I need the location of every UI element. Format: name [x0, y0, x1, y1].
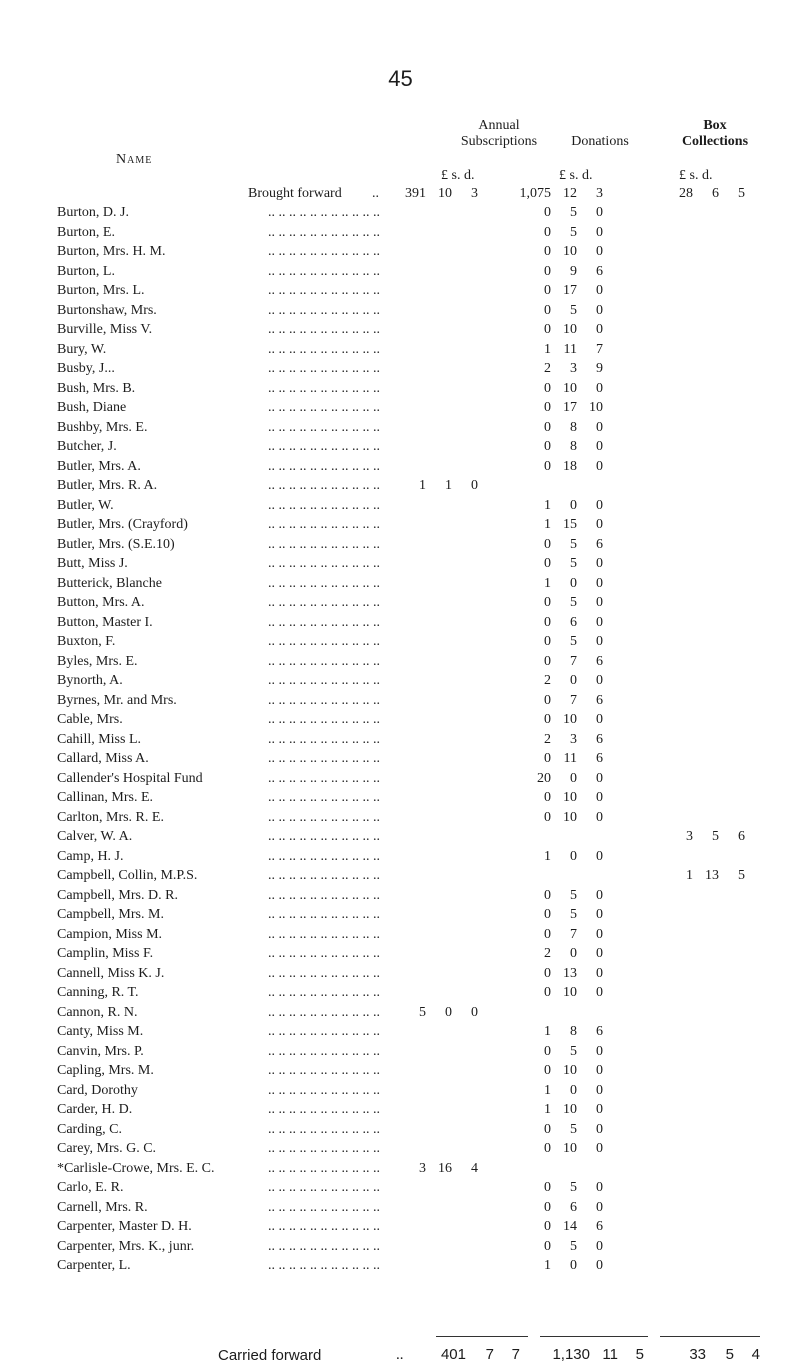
entry-name: Carpenter, Master D. H.: [57, 1219, 192, 1234]
entry-name: Burville, Miss V.: [57, 322, 153, 337]
leader-dots: .. .. .. .. .. .. .. .. .. .. ..: [268, 1219, 380, 1234]
entry-donation: 1 0 0: [544, 576, 603, 591]
entry-donation: 0 10 0: [544, 381, 603, 396]
leader-dots: .. .. .. .. .. .. .. .. .. .. ..: [268, 439, 380, 454]
table-row: [0, 847, 801, 867]
leader-dots: .. .. .. .. .. .. .. .. .. .. ..: [268, 1063, 380, 1078]
entry-name: *Carlisle-Crowe, Mrs. E. C.: [57, 1161, 215, 1176]
entry-name: Carpenter, L.: [57, 1258, 131, 1273]
table-row: [0, 554, 801, 574]
brought-forward-box: 28 6 5: [679, 186, 745, 201]
table-row: [0, 671, 801, 691]
entry-donation: 0 8 0: [544, 439, 603, 454]
leader-dots: .. .. .. .. .. .. .. .. .. .. ..: [268, 1161, 380, 1176]
entry-name: Camp, H. J.: [57, 849, 124, 864]
brought-forward-row: [0, 184, 801, 204]
entry-name: Cannon, R. N.: [57, 1005, 138, 1020]
leader-dots: .. .. .. .. .. .. .. .. .. .. ..: [268, 595, 380, 610]
entry-donation: 0 9 6: [544, 264, 603, 279]
leader-dots: .. .. .. .. .. .. .. .. .. .. ..: [268, 1200, 380, 1215]
entry-donation: 0 11 6: [544, 751, 603, 766]
entry-donation: 0 7 6: [544, 654, 603, 669]
entry-donation: 1 0 0: [544, 498, 603, 513]
leader-dots: .. .. .. .. .. .. .. .. .. .. ..: [268, 849, 380, 864]
leader-dots: .. .. .. .. .. .. .. .. .. .. ..: [268, 946, 380, 961]
total-rule-box: [660, 1336, 760, 1337]
leader-dots: .. .. .. .. .. .. .. .. .. .. ..: [268, 673, 380, 688]
entry-name: Campion, Miss M.: [57, 927, 163, 942]
entry-donation: 0 5 0: [544, 634, 603, 649]
entry-name: Butt, Miss J.: [57, 556, 128, 571]
entry-name: Calver, W. A.: [57, 829, 133, 844]
entry-donation: 20 0 0: [537, 771, 603, 786]
table-row: [0, 223, 801, 243]
table-row: [0, 1100, 801, 1120]
leader-dots: .. .. .. .. .. .. .. .. .. .. ..: [268, 1180, 380, 1195]
entry-donation: 2 3 6: [544, 732, 603, 747]
entry-donation: 1 0 0: [544, 1258, 603, 1273]
table-row: [0, 613, 801, 633]
table-row: [0, 593, 801, 613]
table-row: [0, 730, 801, 750]
entry-donation: 0 18 0: [544, 459, 603, 474]
entry-donation: 1 11 7: [544, 342, 603, 357]
entry-name: Campbell, Collin, M.P.S.: [57, 868, 198, 883]
entry-name: Cannell, Miss K. J.: [57, 966, 165, 981]
leader-dots: .. .. .. .. .. .. .. .. .. .. ..: [268, 751, 380, 766]
leader-dots: .. .. .. .. .. .. .. .. .. .. ..: [268, 654, 380, 669]
leader-dots: .. .. .. .. .. .. .. .. .. .. ..: [268, 693, 380, 708]
entry-name: Busby, J...: [57, 361, 115, 376]
leader-dots: .. .. .. .. .. .. .. .. .. .. ..: [268, 907, 380, 922]
table-row: [0, 535, 801, 555]
table-row: [0, 1217, 801, 1237]
donations-header: Donations: [571, 134, 629, 149]
entry-name: Capling, Mrs. M.: [57, 1063, 154, 1078]
table-row: [0, 359, 801, 379]
entry-name: Burton, Mrs. H. M.: [57, 244, 166, 259]
table-row: [0, 1120, 801, 1140]
entry-name: Campbell, Mrs. M.: [57, 907, 164, 922]
entry-donation: 0 5 0: [544, 556, 603, 571]
box-header-line2: Collections: [681, 134, 749, 149]
table-row: [0, 1198, 801, 1218]
table-row: [0, 1061, 801, 1081]
entry-name: Carpenter, Mrs. K., junr.: [57, 1239, 195, 1254]
table-row: [0, 1003, 801, 1023]
table-row: [0, 1159, 801, 1179]
entry-name: Burton, Mrs. L.: [57, 283, 145, 298]
leader-dots: .. .. .. .. .. .. .. .. .. .. ..: [268, 361, 380, 376]
carried-forward-annual: 401 7 7: [440, 1346, 520, 1363]
table-row: [0, 691, 801, 711]
brought-forward-donations: 1,075 12 3: [519, 186, 603, 201]
table-row: [0, 964, 801, 984]
table-row: [0, 905, 801, 925]
leader-dots: .. .. .. .. .. .. .. .. .. .. ..: [268, 771, 380, 786]
table-row: [0, 925, 801, 945]
entry-name: Butler, Mrs. (S.E.10): [57, 537, 175, 552]
entry-donation: 1 10 0: [544, 1102, 603, 1117]
leader-dots: .. .. .. .. .. .. .. .. .. .. ..: [268, 985, 380, 1000]
table-row: [0, 788, 801, 808]
annual-units: £ s. d.: [441, 168, 475, 183]
entry-donation: 0 10 0: [544, 1063, 603, 1078]
leader-dots: .. .. .. .. .. .. .. .. .. .. ..: [268, 244, 380, 259]
entry-name: Callard, Miss A.: [57, 751, 149, 766]
entry-donation: 0 5 0: [544, 1239, 603, 1254]
leader-dots: .. .. .. .. .. .. .. .. .. .. ..: [268, 556, 380, 571]
leader-dots: .. .. .. .. .. .. .. .. .. .. ..: [268, 400, 380, 415]
entry-donation: 0 13 0: [544, 966, 603, 981]
entry-donation: 0 5 0: [544, 303, 603, 318]
table-row: [0, 769, 801, 789]
entry-name: Carnell, Mrs. R.: [57, 1200, 148, 1215]
box-collections-header: [650, 118, 780, 150]
entry-name: Canvin, Mrs. P.: [57, 1044, 144, 1059]
entry-name: Cable, Mrs.: [57, 712, 123, 727]
table-row: [0, 1081, 801, 1101]
entry-donation: 0 10 0: [544, 985, 603, 1000]
entry-donation: 0 10 0: [544, 712, 603, 727]
table-row: [0, 301, 801, 321]
entry-donation: 0 5 0: [544, 225, 603, 240]
entry-annual: 5 0 0: [419, 1005, 478, 1020]
entry-name: Burtonshaw, Mrs.: [57, 303, 157, 318]
table-row: [0, 710, 801, 730]
entry-name: Burton, L.: [57, 264, 115, 279]
table-row: [0, 749, 801, 769]
leader-dots: .. .. .. .. .. .. .. .. .. .. ..: [268, 868, 380, 883]
entry-name: Carlton, Mrs. R. E.: [57, 810, 164, 825]
leader-dots: .. .. .. .. .. .. .. .. .. .. ..: [268, 264, 380, 279]
leader-dots: .. .. .. .. .. .. .. .. .. .. ..: [268, 634, 380, 649]
leader-dots: .. .. .. .. .. .. .. .. .. .. ..: [268, 927, 380, 942]
donations-units: £ s. d.: [559, 168, 593, 183]
entry-name: Byles, Mrs. E.: [57, 654, 138, 669]
entry-name: Bynorth, A.: [57, 673, 123, 688]
leader-dots: .. .. .. .. .. .. .. .. .. .. ..: [268, 537, 380, 552]
entry-donation: 0 10 0: [544, 1141, 603, 1156]
entry-name: Bush, Mrs. B.: [57, 381, 136, 396]
entry-donation: 0 17 0: [544, 283, 603, 298]
entry-name: Butler, W.: [57, 498, 114, 513]
table-row: [0, 886, 801, 906]
entry-name: Burton, E.: [57, 225, 115, 240]
entry-name: Card, Dorothy: [57, 1083, 138, 1098]
entry-name: Butler, Mrs. (Crayford): [57, 517, 188, 532]
leader-dots: .. .. .. .. .. .. .. .. .. .. ..: [268, 283, 380, 298]
table-row: [0, 983, 801, 1003]
entry-name: Carey, Mrs. G. C.: [57, 1141, 157, 1156]
table-row: [0, 1256, 801, 1276]
entry-box: 1 13 5: [686, 868, 745, 883]
name-column-header: Name: [116, 152, 153, 167]
entry-donation: 0 5 0: [544, 1122, 603, 1137]
leader-dots: .. .. .. .. .. .. .. .. .. .. ..: [268, 1258, 380, 1273]
leader-dots: .. .. .. .. .. .. .. .. .. .. ..: [268, 576, 380, 591]
leader-dots: .. .. .. .. .. .. .. .. .. .. ..: [268, 1141, 380, 1156]
table-row: [0, 515, 801, 535]
entry-donation: 0 5 0: [544, 1180, 603, 1195]
entry-donation: 0 5 6: [544, 537, 603, 552]
table-row: [0, 866, 801, 886]
entry-donation: 2 0 0: [544, 673, 603, 688]
entry-donation: 1 8 6: [544, 1024, 603, 1039]
table-row: [0, 632, 801, 652]
annual-header-line2: Subscriptions: [460, 134, 538, 149]
entry-donation: 0 5 0: [544, 1044, 603, 1059]
entry-box: 3 5 6: [686, 829, 745, 844]
table-row: [0, 1237, 801, 1257]
entry-donation: 2 0 0: [544, 946, 603, 961]
entry-name: Camplin, Miss F.: [57, 946, 154, 961]
entry-donation: 0 10 0: [544, 790, 603, 805]
leader-dots: .. .. .. .. .. .. .. .. .. .. ..: [268, 1044, 380, 1059]
entry-name: Carder, H. D.: [57, 1102, 133, 1117]
box-units: £ s. d.: [679, 168, 713, 183]
entry-donation: 0 6 0: [544, 615, 603, 630]
leader-dots: .. .. .. .. .. .. .. .. .. .. ..: [268, 420, 380, 435]
entry-donation: 0 10 0: [544, 322, 603, 337]
entry-name: Bushby, Mrs. E.: [57, 420, 148, 435]
leader-dots: ..: [372, 186, 379, 201]
entry-name: Butcher, J.: [57, 439, 117, 454]
table-row: [0, 652, 801, 672]
entry-donation: 0 14 6: [544, 1219, 603, 1234]
leader-dots: .. .. .. .. .. .. .. .. .. .. ..: [268, 459, 380, 474]
table-row: [0, 808, 801, 828]
leader-dots: .. .. .. .. .. .. .. .. .. .. ..: [268, 303, 380, 318]
leader-dots: .. .. .. .. .. .. .. .. .. .. ..: [268, 225, 380, 240]
brought-forward-label: Brought forward: [248, 186, 342, 201]
leader-dots: .. .. .. .. .. .. .. .. .. .. ..: [268, 790, 380, 805]
entry-name: Burton, D. J.: [57, 205, 129, 220]
leader-dots: .. .. .. .. .. .. .. .. .. .. ..: [268, 1083, 380, 1098]
entry-donation: 2 3 9: [544, 361, 603, 376]
leader-dots: .. .. .. .. .. .. .. .. .. .. ..: [268, 1024, 380, 1039]
annual-header-line1: Annual: [478, 118, 520, 133]
table-row: [0, 827, 801, 847]
entry-donation: 0 7 6: [544, 693, 603, 708]
table-row: [0, 944, 801, 964]
carried-forward-box: 33 5 4: [689, 1346, 760, 1363]
leader-dots: .. .. .. .. .. .. .. .. .. .. ..: [268, 615, 380, 630]
entry-name: Canty, Miss M.: [57, 1024, 144, 1039]
leader-dots: .. .. .. .. .. .. .. .. .. .. ..: [268, 732, 380, 747]
entry-name: Bury, W.: [57, 342, 107, 357]
leader-dots: ..: [396, 1347, 404, 1363]
leader-dots: .. .. .. .. .. .. .. .. .. .. ..: [268, 498, 380, 513]
leader-dots: .. .. .. .. .. .. .. .. .. .. ..: [268, 517, 380, 532]
entry-donation: 1 15 0: [544, 517, 603, 532]
table-row: [0, 242, 801, 262]
carried-forward-donations: 1,130 11 5: [552, 1346, 644, 1363]
leader-dots: .. .. .. .. .. .. .. .. .. .. ..: [268, 205, 380, 220]
brought-forward-annual: 391 10 3: [405, 186, 478, 201]
table-row: [0, 398, 801, 418]
carried-forward-label: Carried forward: [218, 1347, 322, 1364]
entry-name: Canning, R. T.: [57, 985, 139, 1000]
table-row: [0, 281, 801, 301]
leader-dots: .. .. .. .. .. .. .. .. .. .. ..: [268, 381, 380, 396]
leader-dots: .. .. .. .. .. .. .. .. .. .. ..: [268, 478, 380, 493]
entry-donation: 0 17 10: [544, 400, 603, 415]
leader-dots: .. .. .. .. .. .. .. .. .. .. ..: [268, 810, 380, 825]
entry-name: Butler, Mrs. R. A.: [57, 478, 158, 493]
entry-donation: 0 8 0: [544, 420, 603, 435]
entry-name: Bush, Diane: [57, 400, 127, 415]
table-row: [0, 457, 801, 477]
page-number: 45: [388, 66, 413, 91]
table-row: [0, 476, 801, 496]
leader-dots: .. .. .. .. .. .. .. .. .. .. ..: [268, 966, 380, 981]
table-row: [0, 437, 801, 457]
entry-name: Carlo, E. R.: [57, 1180, 124, 1195]
leader-dots: .. .. .. .. .. .. .. .. .. .. ..: [268, 322, 380, 337]
entry-annual: 1 1 0: [419, 478, 478, 493]
entry-donation: 1 0 0: [544, 849, 603, 864]
table-row: [0, 418, 801, 438]
entry-name: Button, Master I.: [57, 615, 153, 630]
entry-donation: 0 5 0: [544, 907, 603, 922]
entry-donation: 0 6 0: [544, 1200, 603, 1215]
entry-name: Carding, C.: [57, 1122, 122, 1137]
leader-dots: .. .. .. .. .. .. .. .. .. .. ..: [268, 829, 380, 844]
entry-name: Button, Mrs. A.: [57, 595, 145, 610]
entry-name: Byrnes, Mr. and Mrs.: [57, 693, 177, 708]
entry-name: Butterick, Blanche: [57, 576, 162, 591]
total-rule-annual: [436, 1336, 528, 1337]
table-row: [0, 1178, 801, 1198]
box-header-line1: Box: [703, 118, 727, 133]
entry-donation: 1 0 0: [544, 1083, 603, 1098]
entry-donation: 0 10 0: [544, 810, 603, 825]
leader-dots: .. .. .. .. .. .. .. .. .. .. ..: [268, 1005, 380, 1020]
entry-name: Campbell, Mrs. D. R.: [57, 888, 178, 903]
leader-dots: .. .. .. .. .. .. .. .. .. .. ..: [268, 342, 380, 357]
table-row: [0, 320, 801, 340]
leader-dots: .. .. .. .. .. .. .. .. .. .. ..: [268, 1122, 380, 1137]
entry-donation: 0 5 0: [544, 205, 603, 220]
table-row: [0, 1139, 801, 1159]
table-row: [0, 1042, 801, 1062]
entry-donation: 0 5 0: [544, 888, 603, 903]
leader-dots: .. .. .. .. .. .. .. .. .. .. ..: [268, 888, 380, 903]
table-row: [0, 379, 801, 399]
entry-donation: 0 7 0: [544, 927, 603, 942]
table-row: [0, 262, 801, 282]
leader-dots: .. .. .. .. .. .. .. .. .. .. ..: [268, 712, 380, 727]
entry-annual: 3 16 4: [419, 1161, 478, 1176]
table-row: [0, 203, 801, 223]
total-rule-donations: [540, 1336, 648, 1337]
entry-name: Buxton, F.: [57, 634, 116, 649]
table-row: [0, 496, 801, 516]
entry-name: Butler, Mrs. A.: [57, 459, 141, 474]
table-row: [0, 1022, 801, 1042]
table-row: [0, 574, 801, 594]
entry-name: Callinan, Mrs. E.: [57, 790, 154, 805]
entry-name: Callender's Hospital Fund: [57, 771, 203, 786]
leader-dots: .. .. .. .. .. .. .. .. .. .. ..: [268, 1102, 380, 1117]
leader-dots: .. .. .. .. .. .. .. .. .. .. ..: [268, 1239, 380, 1254]
table-row: [0, 340, 801, 360]
entry-donation: 0 10 0: [544, 244, 603, 259]
entry-donation: 0 5 0: [544, 595, 603, 610]
entry-name: Cahill, Miss L.: [57, 732, 142, 747]
